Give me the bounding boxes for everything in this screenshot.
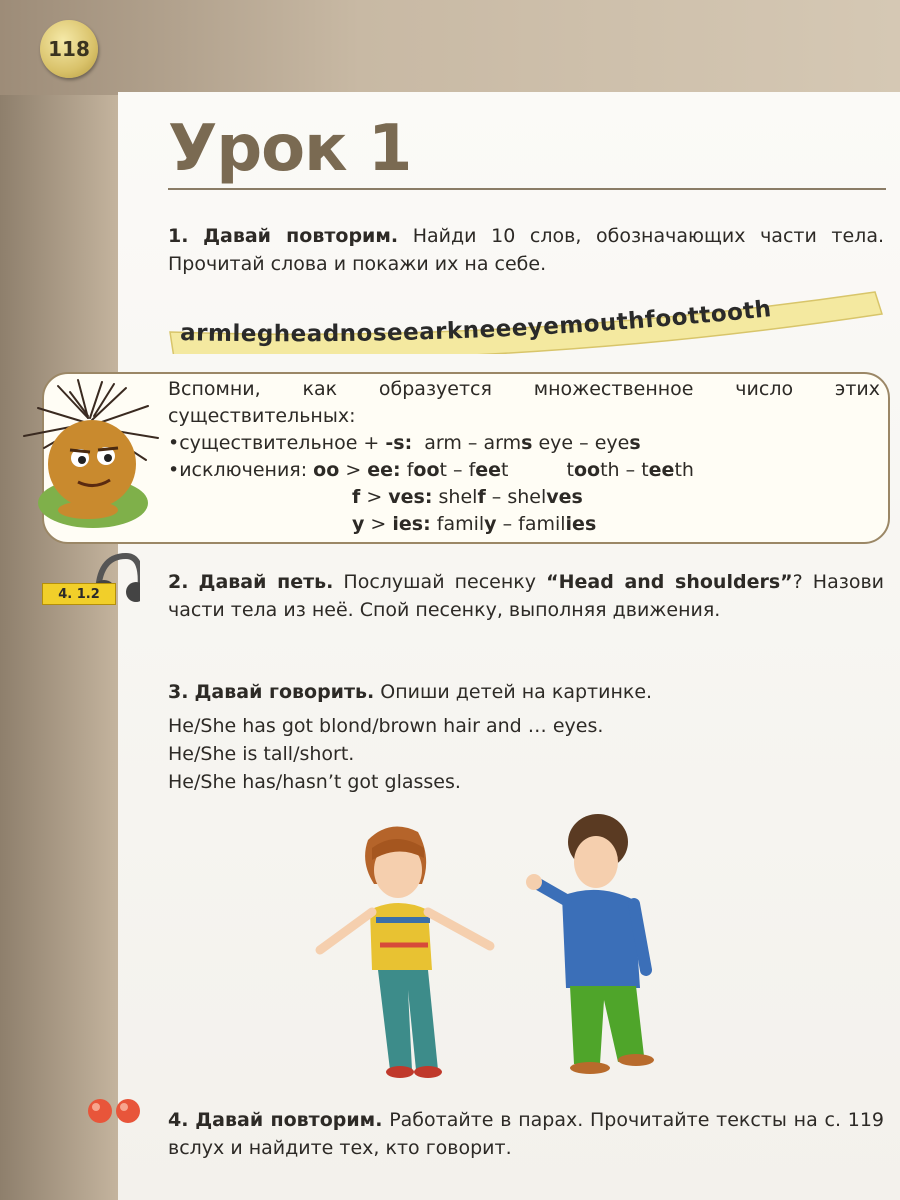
word-families-mid: ies: [565, 513, 597, 535]
word-tooth-pre: t: [566, 459, 574, 481]
task-4-number: 4.: [168, 1109, 189, 1131]
girl-figure: [320, 827, 490, 1078]
example-eyes-ending: s: [629, 432, 641, 454]
task-4-heading: Давай повторим.: [195, 1109, 383, 1131]
example-eyes-stem: eye: [594, 432, 630, 454]
exception-y-from: y: [352, 513, 365, 535]
word-tooth-mid: oo: [574, 459, 601, 481]
word-teeth-mid: ee: [648, 459, 675, 481]
children-illustration: [300, 800, 700, 1085]
speech-examples: [168, 712, 603, 796]
rule-regular-suffix: -s:: [385, 432, 413, 454]
exception-f-from: f: [352, 486, 361, 508]
example-eye: eye: [538, 432, 574, 454]
word-feet-mid: ee: [475, 459, 502, 481]
word-feet-post: t: [501, 459, 509, 481]
word-shelves-mid: ves: [546, 486, 583, 508]
rule-regular-label: •существительное +: [168, 432, 386, 454]
page-background-top: [0, 0, 900, 95]
audio-track-label[interactable]: 4. 1.2: [42, 583, 116, 605]
task-4: [168, 1106, 884, 1162]
exception-oo-to: ee:: [367, 459, 401, 481]
grammar-rule-regular: •существительное + -s: arm – arms eye – eyes: [168, 432, 641, 454]
grammar-rule-exception-oo: •исключения: oo > ee: foot – feet tooth – teeth: [168, 459, 694, 481]
word-family-mid: y: [484, 513, 497, 535]
task-4-text: Работайте в парах. Прочитайте тексты на с. 119 вслух и найдите тех, кто говорит.: [168, 1109, 885, 1159]
word-shelves-pre: shel: [507, 486, 547, 508]
word-foot-post: t: [439, 459, 447, 481]
page-number: 118: [48, 37, 90, 61]
boy-figure: [526, 814, 654, 1074]
task-1-number: 1.: [168, 225, 189, 247]
task-3: [168, 678, 884, 706]
task-2-heading: Давай петь.: [198, 571, 334, 593]
rule-exceptions-label: •исключения:: [168, 459, 314, 481]
task-3-heading: Давай говорить.: [194, 681, 375, 703]
task-2-song-title: “Head and shoulders”: [546, 571, 793, 593]
word-feet-pre: f: [468, 459, 476, 481]
grammar-note: [168, 376, 880, 538]
grammar-rule-exception-f: f > ves: shelf – shelves: [352, 486, 583, 508]
exception-oo-from: oo: [313, 459, 340, 481]
task-1-text: Найди 10 слов, обозначающих части тела. Прочитай слова и покажи их на себе.: [168, 225, 885, 275]
example-line: He/She has/hasn’t got glasses.: [168, 771, 461, 793]
example-line: He/She is tall/short.: [168, 743, 355, 765]
title-divider: [168, 188, 886, 190]
task-1: [168, 222, 884, 278]
letter-chain-banner: [160, 284, 890, 354]
task-1-heading: Давай повторим.: [203, 225, 399, 247]
task-2: [168, 568, 884, 624]
example-arm: arm: [424, 432, 462, 454]
page-number-badge: [40, 20, 98, 78]
example-line: He/She has got blond/brown hair and … eyes.: [168, 715, 604, 737]
task-3-text: Опиши детей на картинке.: [380, 681, 653, 703]
boy-mascot-illustration: [18, 378, 163, 543]
word-teeth-post: th: [674, 459, 694, 481]
example-arms-stem: arm: [483, 432, 522, 454]
task-2-text-before: Послушай песенку: [343, 571, 547, 593]
task-2-number: 2.: [168, 571, 189, 593]
task-2-text-after: ? Назови части тела из неё. Спой песенку, выполняя движения.: [168, 571, 884, 621]
word-teeth-pre: t: [641, 459, 649, 481]
word-shelf-mid: f: [477, 486, 486, 508]
exception-y-to: ies:: [392, 513, 431, 535]
word-family-pre: famil: [436, 513, 485, 535]
word-families-pre: famil: [518, 513, 566, 535]
lesson-title: Урок 1: [168, 112, 412, 186]
example-arms-ending: s: [521, 432, 533, 454]
letter-chain-text: armlegheadnoseearkneeeyemouthfoottooth: [179, 296, 773, 348]
exception-f-to: ves:: [388, 486, 433, 508]
pair-work-icon: [86, 1097, 146, 1125]
grammar-rule-exception-y: y > ies: family – families: [352, 513, 597, 535]
word-foot-pre: f: [406, 459, 414, 481]
word-tooth-post: th: [600, 459, 620, 481]
grammar-intro: Вспомни, как образуется множественное число этих существительных:: [168, 378, 880, 427]
word-foot-mid: oo: [413, 459, 440, 481]
task-3-number: 3.: [168, 681, 189, 703]
page-background-left: [0, 95, 118, 1200]
word-shelf-pre: shel: [438, 486, 478, 508]
